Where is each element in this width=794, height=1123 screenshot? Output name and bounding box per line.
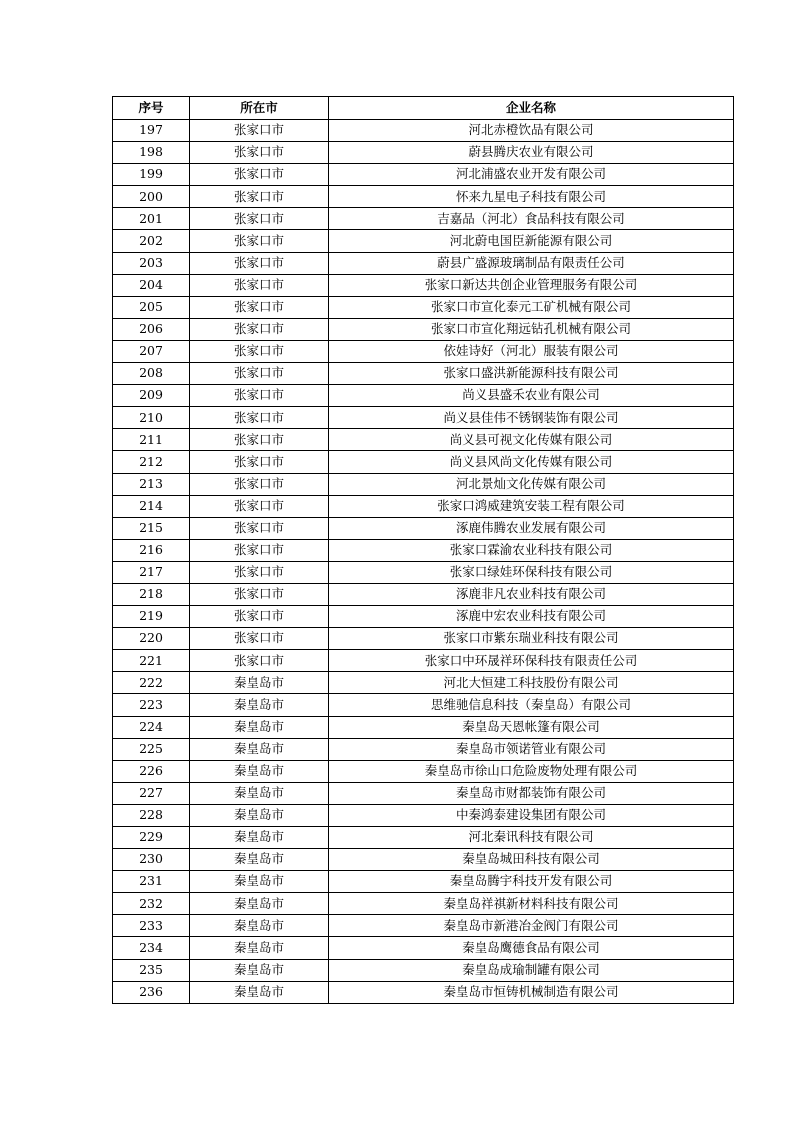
table-row xyxy=(113,451,734,473)
table-row xyxy=(113,230,734,252)
row-company-name-cell: 河北景灿文化传媒有限公司 xyxy=(329,473,734,495)
row-seq-cell: 205 xyxy=(113,296,190,318)
table-row xyxy=(113,606,734,628)
row-city-cell: 秦皇岛市 xyxy=(190,827,329,849)
row-seq-cell: 228 xyxy=(113,804,190,826)
row-seq-cell: 227 xyxy=(113,782,190,804)
row-seq-cell: 236 xyxy=(113,981,190,1003)
row-seq-cell: 212 xyxy=(113,451,190,473)
row-company-name-cell: 蔚县广盛源玻璃制品有限责任公司 xyxy=(329,252,734,274)
row-city-cell: 秦皇岛市 xyxy=(190,893,329,915)
table-row xyxy=(113,120,734,142)
row-seq-cell: 214 xyxy=(113,495,190,517)
row-seq-cell: 225 xyxy=(113,738,190,760)
table-row xyxy=(113,738,734,760)
row-city-cell: 张家口市 xyxy=(190,517,329,539)
row-seq-cell: 230 xyxy=(113,849,190,871)
row-city-cell: 秦皇岛市 xyxy=(190,738,329,760)
row-city-cell: 秦皇岛市 xyxy=(190,694,329,716)
table-row xyxy=(113,252,734,274)
row-seq-cell: 229 xyxy=(113,827,190,849)
row-company-name-cell: 张家口市宣化翔远钻孔机械有限公司 xyxy=(329,318,734,340)
table-row xyxy=(113,407,734,429)
row-seq-cell: 226 xyxy=(113,760,190,782)
table-row xyxy=(113,915,734,937)
table-row xyxy=(113,760,734,782)
row-seq-cell: 209 xyxy=(113,385,190,407)
row-company-name-cell: 秦皇岛城田科技有限公司 xyxy=(329,849,734,871)
table-row xyxy=(113,716,734,738)
row-seq-cell: 198 xyxy=(113,142,190,164)
row-city-cell: 秦皇岛市 xyxy=(190,959,329,981)
table-header-row xyxy=(113,97,734,120)
row-seq-cell: 234 xyxy=(113,937,190,959)
row-company-name-cell: 秦皇岛市财都装饰有限公司 xyxy=(329,782,734,804)
row-seq-cell: 221 xyxy=(113,650,190,672)
row-company-name-cell: 蔚县腾庆农业有限公司 xyxy=(329,142,734,164)
row-company-name-cell: 尚义县风尚文化传媒有限公司 xyxy=(329,451,734,473)
table-row xyxy=(113,561,734,583)
table-row xyxy=(113,385,734,407)
table-row xyxy=(113,893,734,915)
row-company-name-cell: 河北赤橙饮品有限公司 xyxy=(329,120,734,142)
table-row xyxy=(113,296,734,318)
table-row xyxy=(113,539,734,561)
row-city-cell: 秦皇岛市 xyxy=(190,871,329,893)
row-company-name-cell: 秦皇岛市徐山口危险废物处理有限公司 xyxy=(329,760,734,782)
header-city: 所在市 xyxy=(190,97,329,120)
row-city-cell: 张家口市 xyxy=(190,606,329,628)
row-seq-cell: 207 xyxy=(113,340,190,362)
row-company-name-cell: 河北秦讯科技有限公司 xyxy=(329,827,734,849)
table-row xyxy=(113,694,734,716)
company-list-table xyxy=(112,96,734,1004)
table-row xyxy=(113,672,734,694)
row-seq-cell: 223 xyxy=(113,694,190,716)
row-company-name-cell: 尚义县可视文化传媒有限公司 xyxy=(329,429,734,451)
row-company-name-cell: 涿鹿伟腾农业发展有限公司 xyxy=(329,517,734,539)
table-row xyxy=(113,164,734,186)
row-company-name-cell: 张家口绿娃环保科技有限公司 xyxy=(329,561,734,583)
table-row xyxy=(113,583,734,605)
row-city-cell: 张家口市 xyxy=(190,164,329,186)
row-city-cell: 张家口市 xyxy=(190,318,329,340)
table-row xyxy=(113,429,734,451)
row-company-name-cell: 涿鹿中宏农业科技有限公司 xyxy=(329,606,734,628)
table-row xyxy=(113,959,734,981)
row-city-cell: 张家口市 xyxy=(190,407,329,429)
row-seq-cell: 235 xyxy=(113,959,190,981)
row-city-cell: 秦皇岛市 xyxy=(190,760,329,782)
row-city-cell: 秦皇岛市 xyxy=(190,981,329,1003)
table-row xyxy=(113,318,734,340)
row-city-cell: 张家口市 xyxy=(190,473,329,495)
row-company-name-cell: 秦皇岛鹰德食品有限公司 xyxy=(329,937,734,959)
row-seq-cell: 232 xyxy=(113,893,190,915)
row-seq-cell: 201 xyxy=(113,208,190,230)
table-row xyxy=(113,782,734,804)
row-company-name-cell: 思维驰信息科技（秦皇岛）有限公司 xyxy=(329,694,734,716)
row-company-name-cell: 中秦鸿泰建设集团有限公司 xyxy=(329,804,734,826)
row-city-cell: 秦皇岛市 xyxy=(190,937,329,959)
row-company-name-cell: 秦皇岛腾宇科技开发有限公司 xyxy=(329,871,734,893)
row-city-cell: 张家口市 xyxy=(190,495,329,517)
row-company-name-cell: 怀来九星电子科技有限公司 xyxy=(329,186,734,208)
row-seq-cell: 216 xyxy=(113,539,190,561)
table-row xyxy=(113,871,734,893)
row-seq-cell: 204 xyxy=(113,274,190,296)
row-city-cell: 张家口市 xyxy=(190,385,329,407)
table-row xyxy=(113,517,734,539)
row-city-cell: 张家口市 xyxy=(190,451,329,473)
table-row xyxy=(113,495,734,517)
table-row xyxy=(113,363,734,385)
row-seq-cell: 206 xyxy=(113,318,190,340)
row-seq-cell: 208 xyxy=(113,363,190,385)
row-company-name-cell: 尚义县佳伟不锈钢装饰有限公司 xyxy=(329,407,734,429)
row-city-cell: 张家口市 xyxy=(190,142,329,164)
row-city-cell: 张家口市 xyxy=(190,230,329,252)
row-company-name-cell: 河北浦盛农业开发有限公司 xyxy=(329,164,734,186)
table-row xyxy=(113,340,734,362)
row-company-name-cell: 河北蔚电国臣新能源有限公司 xyxy=(329,230,734,252)
row-city-cell: 张家口市 xyxy=(190,628,329,650)
row-city-cell: 张家口市 xyxy=(190,252,329,274)
row-city-cell: 张家口市 xyxy=(190,539,329,561)
table-row xyxy=(113,628,734,650)
row-city-cell: 秦皇岛市 xyxy=(190,782,329,804)
row-company-name-cell: 河北大恒建工科技股份有限公司 xyxy=(329,672,734,694)
row-company-name-cell: 张家口市宣化泰元工矿机械有限公司 xyxy=(329,296,734,318)
table-row xyxy=(113,186,734,208)
row-company-name-cell: 张家口中环晟祥环保科技有限责任公司 xyxy=(329,650,734,672)
row-company-name-cell: 张家口霖渝农业科技有限公司 xyxy=(329,539,734,561)
row-company-name-cell: 张家口盛洪新能源科技有限公司 xyxy=(329,363,734,385)
row-company-name-cell: 秦皇岛市领诺管业有限公司 xyxy=(329,738,734,760)
row-seq-cell: 202 xyxy=(113,230,190,252)
table-body xyxy=(113,120,734,1004)
row-seq-cell: 218 xyxy=(113,583,190,605)
row-city-cell: 张家口市 xyxy=(190,650,329,672)
row-company-name-cell: 秦皇岛成瑜制罐有限公司 xyxy=(329,959,734,981)
row-company-name-cell: 吉嘉品（河北）食品科技有限公司 xyxy=(329,208,734,230)
row-company-name-cell: 涿鹿非凡农业科技有限公司 xyxy=(329,583,734,605)
row-city-cell: 张家口市 xyxy=(190,363,329,385)
row-city-cell: 张家口市 xyxy=(190,583,329,605)
row-seq-cell: 210 xyxy=(113,407,190,429)
row-seq-cell: 213 xyxy=(113,473,190,495)
row-city-cell: 张家口市 xyxy=(190,120,329,142)
row-city-cell: 秦皇岛市 xyxy=(190,716,329,738)
row-company-name-cell: 秦皇岛天恩帐篷有限公司 xyxy=(329,716,734,738)
row-seq-cell: 233 xyxy=(113,915,190,937)
row-company-name-cell: 张家口市紫东瑞业科技有限公司 xyxy=(329,628,734,650)
row-city-cell: 秦皇岛市 xyxy=(190,849,329,871)
row-company-name-cell: 秦皇岛市新港冶金阀门有限公司 xyxy=(329,915,734,937)
row-seq-cell: 215 xyxy=(113,517,190,539)
row-seq-cell: 222 xyxy=(113,672,190,694)
table-row xyxy=(113,827,734,849)
row-company-name-cell: 张家口鸿威建筑安装工程有限公司 xyxy=(329,495,734,517)
table-row xyxy=(113,937,734,959)
row-company-name-cell: 秦皇岛市恒铸机械制造有限公司 xyxy=(329,981,734,1003)
row-city-cell: 张家口市 xyxy=(190,274,329,296)
row-city-cell: 张家口市 xyxy=(190,296,329,318)
table-row xyxy=(113,142,734,164)
row-company-name-cell: 张家口新达共创企业管理服务有限公司 xyxy=(329,274,734,296)
row-seq-cell: 219 xyxy=(113,606,190,628)
row-company-name-cell: 秦皇岛祥祺新材料科技有限公司 xyxy=(329,893,734,915)
row-seq-cell: 220 xyxy=(113,628,190,650)
row-seq-cell: 203 xyxy=(113,252,190,274)
row-seq-cell: 224 xyxy=(113,716,190,738)
row-city-cell: 秦皇岛市 xyxy=(190,915,329,937)
row-seq-cell: 197 xyxy=(113,120,190,142)
table-row xyxy=(113,274,734,296)
row-city-cell: 秦皇岛市 xyxy=(190,804,329,826)
row-city-cell: 张家口市 xyxy=(190,208,329,230)
row-company-name-cell: 依娃诗好（河北）服装有限公司 xyxy=(329,340,734,362)
table-row xyxy=(113,981,734,1003)
row-city-cell: 张家口市 xyxy=(190,561,329,583)
table-row xyxy=(113,650,734,672)
table-row xyxy=(113,473,734,495)
header-seq: 序号 xyxy=(113,97,190,120)
row-seq-cell: 217 xyxy=(113,561,190,583)
table-row xyxy=(113,804,734,826)
row-city-cell: 张家口市 xyxy=(190,186,329,208)
row-seq-cell: 199 xyxy=(113,164,190,186)
row-city-cell: 秦皇岛市 xyxy=(190,672,329,694)
row-seq-cell: 231 xyxy=(113,871,190,893)
table-row xyxy=(113,849,734,871)
row-seq-cell: 200 xyxy=(113,186,190,208)
row-seq-cell: 211 xyxy=(113,429,190,451)
row-company-name-cell: 尚义县盛禾农业有限公司 xyxy=(329,385,734,407)
row-city-cell: 张家口市 xyxy=(190,340,329,362)
table-row xyxy=(113,208,734,230)
header-company-name: 企业名称 xyxy=(329,97,734,120)
row-city-cell: 张家口市 xyxy=(190,429,329,451)
